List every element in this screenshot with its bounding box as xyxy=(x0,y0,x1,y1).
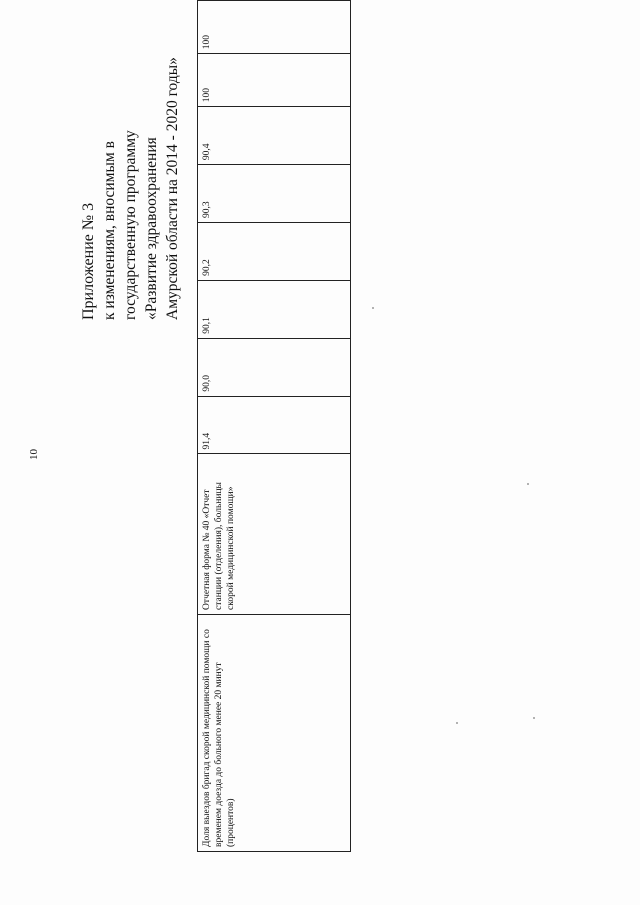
page-number: 10 xyxy=(28,449,40,460)
appendix-line: к изменениям, вносимым в xyxy=(101,141,118,320)
scan-speck xyxy=(533,717,535,719)
indicator-table xyxy=(197,0,351,852)
value-cell: 90,3 xyxy=(198,165,351,223)
appendix-line: «Развитие здравоохранения xyxy=(143,137,160,320)
scan-speck xyxy=(527,483,529,485)
value-cell: 90,4 xyxy=(198,107,351,165)
value-cell: 100 xyxy=(198,54,351,107)
appendix-line: Амурской области на 2014 - 2020 годы» xyxy=(164,57,181,320)
value-cell: 90,0 xyxy=(198,338,351,396)
value-cell: 100 xyxy=(198,1,351,54)
appendix-line: государственную программу xyxy=(122,130,139,320)
indicator-cell: Доля выездов бригад скорой медицинской помощи со временем доезда до больного менее 20 минут (процентов) xyxy=(198,614,351,851)
value-cell: 90,2 xyxy=(198,223,351,281)
appendix-title: Приложение № 3 xyxy=(80,202,97,320)
appendix-header xyxy=(78,20,183,320)
table-row xyxy=(198,1,351,852)
scan-speck xyxy=(372,307,374,309)
source-cell: Отчетная форма № 40 «Отчет станции (отделения), больницы скорой медицинской помощи» xyxy=(198,454,351,614)
value-cell: 90,1 xyxy=(198,280,351,338)
scan-speck xyxy=(456,722,458,724)
value-cell: 91,4 xyxy=(198,396,351,454)
